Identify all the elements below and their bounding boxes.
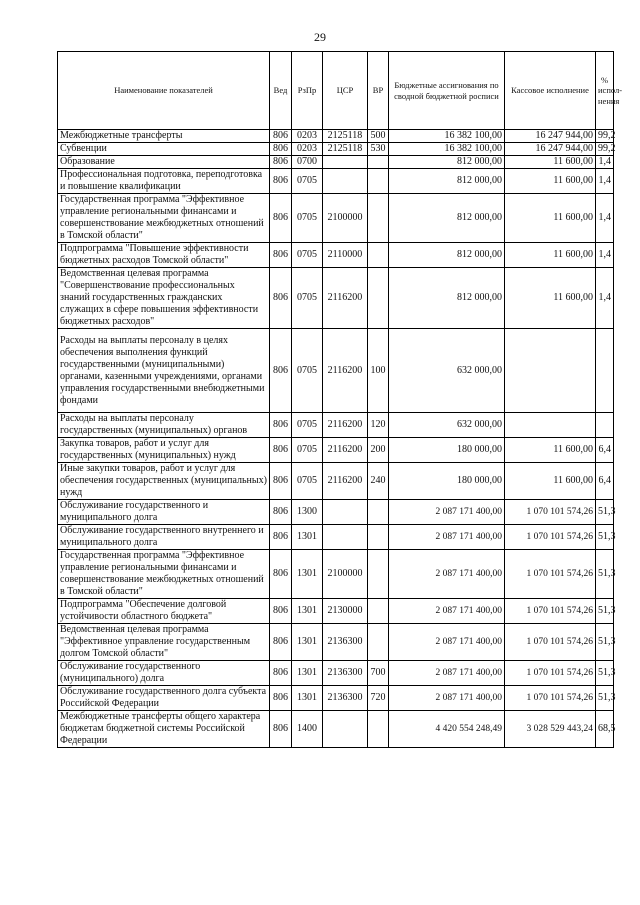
cell-vr <box>368 500 389 525</box>
cell-name: Обслуживание государственного долга субъекта Российской Федерации <box>58 686 270 711</box>
table-row <box>58 686 614 711</box>
cell-ved: 806 <box>270 329 292 413</box>
cell-vr <box>368 194 389 243</box>
cell-name: Ведомственная целевая программа "Эффективное управление государственным долгом Томской области" <box>58 624 270 661</box>
header-cash: Кассовое исполнение <box>505 52 596 130</box>
cell-cash: 11 600,00 <box>505 243 596 268</box>
cell-vr <box>368 525 389 550</box>
cell-vr: 200 <box>368 438 389 463</box>
cell-vr: 240 <box>368 463 389 500</box>
cell-name: Обслуживание государственного внутреннего и муниципального долга <box>58 525 270 550</box>
cell-name: Иные закупки товаров, работ и услуг для обеспечения государственных (муниципальных) нужд <box>58 463 270 500</box>
cell-pct: 1,4 <box>596 169 614 194</box>
cell-cash: 1 070 101 574,26 <box>505 661 596 686</box>
cell-csr: 2110000 <box>323 243 368 268</box>
cell-pct: 51,3 <box>596 525 614 550</box>
cell-cash: 16 247 944,00 <box>505 130 596 143</box>
cell-vr: 530 <box>368 143 389 156</box>
table-header-row <box>58 52 614 130</box>
cell-budget: 632 000,00 <box>389 329 505 413</box>
header-csr: ЦСР <box>323 52 368 130</box>
cell-ved: 806 <box>270 169 292 194</box>
cell-name: Межбюджетные трансферты общего характера бюджетам бюджетной системы Российской Федерации <box>58 711 270 748</box>
table-row <box>58 661 614 686</box>
cell-csr: 2116200 <box>323 438 368 463</box>
header-ved: Вед <box>270 52 292 130</box>
cell-rzpr: 0203 <box>292 130 323 143</box>
cell-budget: 2 087 171 400,00 <box>389 599 505 624</box>
header-budget: Бюджетные ассигнования по сводной бюджетной росписи <box>389 52 505 130</box>
cell-csr <box>323 169 368 194</box>
cell-csr: 2116200 <box>323 413 368 438</box>
cell-rzpr: 0705 <box>292 438 323 463</box>
cell-pct: 51,3 <box>596 661 614 686</box>
cell-name: Ведомственная целевая программа "Совершенствование профессиональных знаний государственных гражданских служащих в сфере повышения эффективности бюджетных расходов" <box>58 268 270 329</box>
table-row <box>58 599 614 624</box>
cell-ved: 806 <box>270 268 292 329</box>
table-row <box>58 194 614 243</box>
header-pct: % испол-нения <box>596 52 614 130</box>
cell-ved: 806 <box>270 550 292 599</box>
cell-rzpr: 0705 <box>292 243 323 268</box>
cell-name: Обслуживание государственного и муниципального долга <box>58 500 270 525</box>
cell-csr: 2116200 <box>323 463 368 500</box>
table-row <box>58 156 614 169</box>
cell-csr <box>323 711 368 748</box>
table-row <box>58 711 614 748</box>
cell-pct: 99,2 <box>596 130 614 143</box>
table-row <box>58 130 614 143</box>
cell-vr <box>368 268 389 329</box>
table-row <box>58 525 614 550</box>
table-row <box>58 438 614 463</box>
cell-pct: 6,4 <box>596 438 614 463</box>
cell-cash: 11 600,00 <box>505 156 596 169</box>
cell-rzpr: 1301 <box>292 624 323 661</box>
cell-csr <box>323 525 368 550</box>
cell-vr: 120 <box>368 413 389 438</box>
cell-ved: 806 <box>270 194 292 243</box>
cell-ved: 806 <box>270 686 292 711</box>
table-row <box>58 550 614 599</box>
cell-budget: 2 087 171 400,00 <box>389 500 505 525</box>
cell-budget: 180 000,00 <box>389 463 505 500</box>
cell-pct: 99,2 <box>596 143 614 156</box>
cell-pct: 68,5 <box>596 711 614 748</box>
cell-csr <box>323 156 368 169</box>
cell-pct <box>596 329 614 413</box>
cell-rzpr: 1301 <box>292 686 323 711</box>
cell-rzpr: 0705 <box>292 169 323 194</box>
table-row <box>58 243 614 268</box>
cell-rzpr: 1301 <box>292 599 323 624</box>
cell-name: Подпрограмма "Повышение эффективности бюджетных расходов Томской области" <box>58 243 270 268</box>
cell-csr: 2116200 <box>323 268 368 329</box>
cell-pct: 51,3 <box>596 599 614 624</box>
cell-vr <box>368 550 389 599</box>
cell-cash: 11 600,00 <box>505 268 596 329</box>
cell-csr: 2116200 <box>323 329 368 413</box>
cell-cash <box>505 329 596 413</box>
cell-csr: 2136300 <box>323 624 368 661</box>
cell-pct: 1,4 <box>596 243 614 268</box>
cell-budget: 2 087 171 400,00 <box>389 686 505 711</box>
cell-pct <box>596 413 614 438</box>
cell-cash: 1 070 101 574,26 <box>505 550 596 599</box>
cell-cash: 1 070 101 574,26 <box>505 624 596 661</box>
cell-cash: 16 247 944,00 <box>505 143 596 156</box>
cell-rzpr: 0700 <box>292 156 323 169</box>
cell-rzpr: 0705 <box>292 463 323 500</box>
header-name: Наименование показателей <box>58 52 270 130</box>
cell-budget: 4 420 554 248,49 <box>389 711 505 748</box>
cell-vr: 100 <box>368 329 389 413</box>
cell-pct: 51,3 <box>596 624 614 661</box>
cell-name: Профессиональная подготовка, переподготовка и повышение квалификации <box>58 169 270 194</box>
cell-rzpr: 0705 <box>292 268 323 329</box>
cell-csr <box>323 500 368 525</box>
cell-budget: 812 000,00 <box>389 169 505 194</box>
cell-vr: 700 <box>368 661 389 686</box>
cell-csr: 2125118 <box>323 130 368 143</box>
cell-cash: 11 600,00 <box>505 438 596 463</box>
cell-budget: 812 000,00 <box>389 243 505 268</box>
cell-cash: 11 600,00 <box>505 169 596 194</box>
cell-csr: 2130000 <box>323 599 368 624</box>
cell-cash: 1 070 101 574,26 <box>505 525 596 550</box>
cell-rzpr: 1301 <box>292 525 323 550</box>
cell-budget: 2 087 171 400,00 <box>389 525 505 550</box>
cell-name: Подпрограмма "Обеспечение долговой устойчивости областного бюджета" <box>58 599 270 624</box>
cell-ved: 806 <box>270 500 292 525</box>
cell-name: Субвенции <box>58 143 270 156</box>
cell-name: Закупка товаров, работ и услуг для государственных (муниципальных) нужд <box>58 438 270 463</box>
page-number: 29 <box>314 30 326 44</box>
header-rzpr: РзПр <box>292 52 323 130</box>
table-row <box>58 169 614 194</box>
cell-vr <box>368 156 389 169</box>
cell-csr: 2100000 <box>323 550 368 599</box>
table-row <box>58 624 614 661</box>
cell-cash: 3 028 529 443,24 <box>505 711 596 748</box>
cell-ved: 806 <box>270 599 292 624</box>
cell-rzpr: 1400 <box>292 711 323 748</box>
cell-pct: 1,4 <box>596 268 614 329</box>
cell-name: Государственная программа "Эффективное управление региональными финансами и совершенствование межбюджетных отношений в Томской области" <box>58 550 270 599</box>
cell-csr: 2125118 <box>323 143 368 156</box>
header-vr: ВР <box>368 52 389 130</box>
cell-cash: 11 600,00 <box>505 463 596 500</box>
cell-ved: 806 <box>270 525 292 550</box>
cell-vr <box>368 624 389 661</box>
cell-cash <box>505 413 596 438</box>
cell-cash: 11 600,00 <box>505 194 596 243</box>
cell-vr <box>368 711 389 748</box>
cell-rzpr: 1301 <box>292 550 323 599</box>
cell-pct: 51,3 <box>596 500 614 525</box>
cell-name: Расходы на выплаты персоналу государственных (муниципальных) органов <box>58 413 270 438</box>
cell-name: Образование <box>58 156 270 169</box>
cell-budget: 2 087 171 400,00 <box>389 550 505 599</box>
cell-ved: 806 <box>270 243 292 268</box>
cell-vr <box>368 243 389 268</box>
table-row <box>58 500 614 525</box>
cell-rzpr: 0705 <box>292 194 323 243</box>
cell-pct: 1,4 <box>596 156 614 169</box>
cell-rzpr: 0705 <box>292 413 323 438</box>
cell-pct: 6,4 <box>596 463 614 500</box>
cell-ved: 806 <box>270 661 292 686</box>
cell-budget: 812 000,00 <box>389 268 505 329</box>
cell-ved: 806 <box>270 463 292 500</box>
cell-budget: 632 000,00 <box>389 413 505 438</box>
cell-csr: 2136300 <box>323 661 368 686</box>
cell-csr: 2100000 <box>323 194 368 243</box>
cell-vr: 500 <box>368 130 389 143</box>
cell-rzpr: 1301 <box>292 661 323 686</box>
cell-ved: 806 <box>270 130 292 143</box>
cell-budget: 180 000,00 <box>389 438 505 463</box>
cell-name: Расходы на выплаты персоналу в целях обеспечения выполнения функций государственными (муниципальными) органами, казенными учреждениями, органами управления государственными внебюджетными фондами <box>58 329 270 413</box>
cell-rzpr: 0203 <box>292 143 323 156</box>
cell-csr: 2136300 <box>323 686 368 711</box>
cell-ved: 806 <box>270 711 292 748</box>
table-row <box>58 463 614 500</box>
table-row <box>58 329 614 413</box>
cell-pct: 1,4 <box>596 194 614 243</box>
cell-rzpr: 1300 <box>292 500 323 525</box>
cell-vr: 720 <box>368 686 389 711</box>
cell-ved: 806 <box>270 438 292 463</box>
cell-ved: 806 <box>270 156 292 169</box>
cell-pct: 51,3 <box>596 686 614 711</box>
cell-pct: 51,3 <box>596 550 614 599</box>
table-row <box>58 143 614 156</box>
cell-vr <box>368 599 389 624</box>
table-row <box>58 413 614 438</box>
cell-ved: 806 <box>270 624 292 661</box>
cell-cash: 1 070 101 574,26 <box>505 500 596 525</box>
budget-execution-table <box>57 51 623 748</box>
cell-rzpr: 0705 <box>292 329 323 413</box>
cell-vr <box>368 169 389 194</box>
cell-ved: 806 <box>270 143 292 156</box>
cell-budget: 812 000,00 <box>389 156 505 169</box>
cell-budget: 16 382 100,00 <box>389 130 505 143</box>
cell-budget: 812 000,00 <box>389 194 505 243</box>
cell-ved: 806 <box>270 413 292 438</box>
cell-budget: 2 087 171 400,00 <box>389 624 505 661</box>
cell-cash: 1 070 101 574,26 <box>505 599 596 624</box>
cell-name: Обслуживание государственного (муниципального) долга <box>58 661 270 686</box>
cell-cash: 1 070 101 574,26 <box>505 686 596 711</box>
cell-budget: 2 087 171 400,00 <box>389 661 505 686</box>
cell-budget: 16 382 100,00 <box>389 143 505 156</box>
cell-name: Межбюджетные трансферты <box>58 130 270 143</box>
cell-name: Государственная программа "Эффективное управление региональными финансами и совершенствование межбюджетных отношений в Томской области" <box>58 194 270 243</box>
table-row <box>58 268 614 329</box>
